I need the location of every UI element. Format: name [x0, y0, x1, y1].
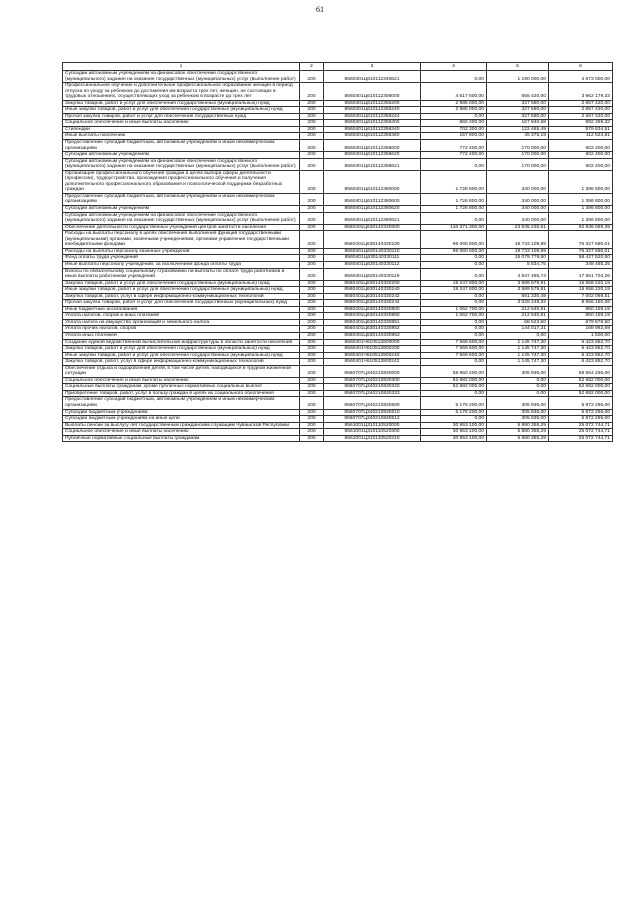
page-number: 61: [316, 5, 324, 14]
line-code-cell: 200: [300, 390, 324, 397]
unexecuted-amount-cell: 6 423 852,70: [549, 352, 613, 359]
budget-class-code-cell: 8560401Ц610112380000: [324, 170, 421, 193]
unexecuted-amount-cell: 92 836 069,39: [549, 224, 613, 231]
budget-class-code-cell: 8560401Ц610112356240: [324, 107, 421, 114]
indicator-name-cell: Иные выплаты населению: [63, 133, 300, 140]
line-code-cell: 200: [300, 170, 324, 193]
executed-amount-cell: 340 000,00: [487, 206, 549, 213]
unexecuted-amount-cell: 25 072 744,71: [549, 429, 613, 436]
table-row: [63, 170, 613, 193]
line-code-cell: 200: [300, 435, 324, 442]
indicator-name-cell: Социальное обеспечение и иные выплаты населению: [63, 429, 300, 436]
table-row: [63, 212, 613, 224]
approved-amount-cell: 0,00: [421, 326, 487, 333]
executed-amount-cell: 1 145 747,30: [487, 346, 549, 353]
budget-class-code-cell: 8560401Ц610112356300: [324, 120, 421, 127]
unexecuted-amount-cell: 5 872 265,00: [549, 416, 613, 423]
budget-class-code-cell: 8560401Ц610112356000: [324, 83, 421, 101]
executed-amount-cell: 1 145 747,30: [487, 352, 549, 359]
unexecuted-amount-cell: 2 657 420,00: [549, 107, 613, 114]
approved-amount-cell: 19 247 800,00: [421, 287, 487, 294]
executed-amount-cell: 45 375,19: [487, 133, 549, 140]
line-code-cell: 200: [300, 287, 324, 294]
budget-execution-table: [62, 62, 613, 442]
approved-amount-cell: 52 682 000,00: [421, 377, 487, 384]
executed-amount-cell: 5 834,75: [487, 261, 549, 268]
budget-class-code-cell: 8560401Ц610112356620: [324, 152, 421, 159]
line-code-cell: 200: [300, 306, 324, 313]
line-code-cell: 200: [300, 71, 324, 83]
budget-class-code-cell: 8560707Ц340210830600: [324, 397, 421, 409]
unexecuted-amount-cell: 76 327 690,01: [549, 231, 613, 249]
approved-amount-cell: 1 062 700,00: [421, 306, 487, 313]
budget-class-code-cell: 8560401Ц610112380621: [324, 212, 421, 224]
line-code-cell: 200: [300, 300, 324, 307]
indicator-name-cell: Социальные выплаты гражданам, кроме публичных нормативных социальных выплат: [63, 384, 300, 391]
indicator-name-cell: Стипендии: [63, 126, 300, 133]
line-code-cell: 200: [300, 429, 324, 436]
budget-class-code-cell: 8560401Ц630140330110: [324, 248, 421, 255]
line-code-cell: 200: [300, 212, 324, 224]
approved-amount-cell: 52 682 000,00: [421, 384, 487, 391]
indicator-name-cell: Иные закупки товаров, работ и услуг для обеспечения государственных (муниципальных) нужд: [63, 287, 300, 294]
unexecuted-amount-cell: 6 423 852,70: [549, 346, 613, 353]
indicator-name-cell: Субсидии автономным учреждениям: [63, 152, 300, 159]
executed-amount-cell: 5 880 355,29: [487, 435, 549, 442]
table-row: [63, 140, 613, 152]
executed-amount-cell: 327 580,00: [487, 100, 549, 107]
executed-amount-cell: 5 880 355,29: [487, 422, 549, 429]
table-body: [63, 71, 613, 442]
unexecuted-amount-cell: 58 427 520,50: [549, 255, 613, 262]
executed-amount-cell: 15 079 779,50: [487, 255, 549, 262]
approved-amount-cell: 0,00: [421, 390, 487, 397]
executed-amount-cell: 170 000,00: [487, 152, 549, 159]
approved-amount-cell: 2 985 000,00: [421, 100, 487, 107]
executed-amount-cell: 122 465,49: [487, 126, 549, 133]
indicator-name-cell: Социальное обеспечение и иные выплаты населению: [63, 120, 300, 127]
line-code-cell: 200: [300, 193, 324, 205]
indicator-name-cell: Иные выплаты персоналу учреждений, за исключением фонда оплаты труда: [63, 261, 300, 268]
approved-amount-cell: 0,00: [421, 261, 487, 268]
line-code-cell: 200: [300, 326, 324, 333]
indicator-name-cell: Закупка товаров, работ, услуг в сфере информационно-коммуникационных технологий: [63, 293, 300, 300]
table-row: [63, 397, 613, 409]
budget-class-code-cell: 8560401Ц630140330851: [324, 319, 421, 326]
budget-class-code-cell: 8560401Ц630140330112: [324, 261, 421, 268]
indicator-name-cell: Прочая закупка товаров, работ и услуг для обеспечения государственных (муниципальных) нужд: [63, 300, 300, 307]
executed-amount-cell: 1 145 747,30: [487, 339, 549, 346]
indicator-name-cell: Иные бюджетные ассигнования: [63, 306, 300, 313]
unexecuted-amount-cell: 6 423 852,70: [549, 359, 613, 366]
indicator-name-cell: Субсидии автономным учреждениям: [63, 206, 300, 213]
unexecuted-amount-cell: 850 159,19: [549, 313, 613, 320]
line-code-cell: 200: [300, 268, 324, 280]
table-row: [63, 435, 613, 442]
executed-amount-cell: 144 017,31: [487, 326, 549, 333]
unexecuted-amount-cell: 8 656 150,68: [549, 300, 613, 307]
budget-class-code-cell: 8560401Ц630140330242: [324, 293, 421, 300]
unexecuted-amount-cell: 602 400,00: [549, 140, 613, 152]
unexecuted-amount-cell: 1 386 800,00: [549, 170, 613, 193]
executed-amount-cell: 305 935,00: [487, 409, 549, 416]
indicator-name-cell: Обеспечение деятельности государственных учреждений центров занятости населения: [63, 224, 300, 231]
line-code-cell: 200: [300, 377, 324, 384]
unexecuted-amount-cell: 25 072 744,71: [549, 435, 613, 442]
executed-amount-cell: 0,00: [487, 377, 549, 384]
approved-amount-cell: 4 617 600,00: [421, 83, 487, 101]
unexecuted-amount-cell: 602 400,00: [549, 152, 613, 159]
approved-amount-cell: 0,00: [421, 319, 487, 326]
unexecuted-amount-cell: 579 834,51: [549, 126, 613, 133]
unexecuted-amount-cell: 5 872 265,00: [549, 409, 613, 416]
budget-class-code-cell: 8560401Ц630140330000: [324, 224, 421, 231]
unexecuted-amount-cell: 850 159,19: [549, 306, 613, 313]
budget-class-code-cell: 8561001Ц310110520000: [324, 422, 421, 429]
table-row: [63, 83, 613, 101]
unexecuted-amount-cell: 1 386 800,00: [549, 193, 613, 205]
unexecuted-amount-cell: 1 500,00: [549, 332, 613, 339]
budget-class-code-cell: 8560707Ц340210830300: [324, 377, 421, 384]
approved-amount-cell: 0,00: [421, 293, 487, 300]
budget-class-code-cell: 8560401Ч610513900242: [324, 359, 421, 366]
indicator-name-cell: Уплата налогов, сборов и иных платежей: [63, 313, 300, 320]
executed-amount-cell: 1 190 000,00: [487, 71, 549, 83]
line-code-cell: 200: [300, 416, 324, 423]
indicator-name-cell: Приобретение товаров, работ, услуг в пользу граждан в целях их социального обеспечения: [63, 390, 300, 397]
executed-amount-cell: 3 028 249,32: [487, 300, 549, 307]
approved-amount-cell: 0,00: [421, 268, 487, 280]
executed-amount-cell: 0,00: [487, 332, 549, 339]
line-code-cell: 200: [300, 409, 324, 416]
unexecuted-amount-cell: 679 676,50: [549, 319, 613, 326]
unexecuted-amount-cell: 2 657 420,00: [549, 113, 613, 120]
approved-amount-cell: 0,00: [421, 359, 487, 366]
indicator-name-cell: Субсидии бюджетным учреждениям: [63, 409, 300, 416]
approved-amount-cell: 7 569 600,00: [421, 339, 487, 346]
indicator-name-cell: Публичные нормативные социальные выплаты гражданам: [63, 435, 300, 442]
budget-class-code-cell: 8560401Ц630140330853: [324, 332, 421, 339]
unexecuted-amount-cell: 7 002 069,51: [549, 293, 613, 300]
approved-amount-cell: 2 985 000,00: [421, 107, 487, 114]
approved-amount-cell: 96 060 800,00: [421, 231, 487, 249]
approved-amount-cell: 157 900,00: [421, 133, 487, 140]
budget-class-code-cell: 8560401Ц630140330100: [324, 231, 421, 249]
approved-amount-cell: 0,00: [421, 71, 487, 83]
indicator-name-cell: Закупка товаров, работ и услуг для обеспечения государственных (муниципальных) нужд: [63, 100, 300, 107]
executed-amount-cell: 305 935,00: [487, 397, 549, 409]
budget-class-code-cell: 8560707Ц340210830320: [324, 384, 421, 391]
indicator-name-cell: Обеспечение отдыха и оздоровления детей, в том числе детей, находящихся в трудной жизненной ситуации: [63, 365, 300, 377]
indicator-name-cell: Субсидии бюджетным учреждениям на иные цели: [63, 416, 300, 423]
budget-class-code-cell: 8560401Ч610513900240: [324, 352, 421, 359]
budget-class-code-cell: 8560401Ц630140330200: [324, 280, 421, 287]
budget-class-code-cell: 8560401Ц610112356600: [324, 140, 421, 152]
executed-amount-cell: 340 000,00: [487, 193, 549, 205]
executed-amount-cell: 305 935,00: [487, 416, 549, 423]
line-code-cell: 200: [300, 231, 324, 249]
indicator-name-cell: Субсидии автономным учреждениям на финансовое обеспечение государственного (муниципального) задания на оказание государственных (муниципальных) услуг (выполнение работ): [63, 71, 300, 83]
indicator-name-cell: Уплата налога на имущество организаций и земельного налога: [63, 319, 300, 326]
line-code-cell: 200: [300, 261, 324, 268]
indicator-name-cell: Предоставление субсидий бюджетным, автономным учреждениям и иным некоммерческим организациям: [63, 397, 300, 409]
line-code-cell: 200: [300, 319, 324, 326]
line-code-cell: 200: [300, 126, 324, 133]
budget-class-code-cell: 8560401Ц610112356360: [324, 133, 421, 140]
indicator-name-cell: Организация профессионального обучения граждан в целях выбора сферы деятельности (профессии), трудоустройства, прохождения профессионального обучения и получения дополнительного профессионального образования и психологической поддержки безработных граждан: [63, 170, 300, 193]
line-code-cell: 200: [300, 83, 324, 101]
budget-class-code-cell: 8560401Ц630140330850: [324, 313, 421, 320]
line-code-cell: 200: [300, 352, 324, 359]
approved-amount-cell: 6 178 200,00: [421, 409, 487, 416]
unexecuted-amount-cell: 52 682 000,00: [549, 390, 613, 397]
approved-amount-cell: 30 953 100,00: [421, 422, 487, 429]
executed-amount-cell: 68 523,50: [487, 319, 549, 326]
table-row: [63, 193, 613, 205]
unexecuted-amount-cell: 17 551 704,26: [549, 268, 613, 280]
unexecuted-amount-cell: 15 658 220,19: [549, 280, 613, 287]
line-code-cell: 200: [300, 365, 324, 377]
approved-amount-cell: 116 371 300,00: [421, 224, 487, 231]
line-code-cell: 200: [300, 120, 324, 127]
unexecuted-amount-cell: 3 962 179,32: [549, 83, 613, 101]
indicator-name-cell: Иные закупки товаров, работ и услуг для обеспечения государственных (муниципальных) нужд: [63, 352, 300, 359]
table-row: [63, 71, 613, 83]
indicator-name-cell: Субсидии автономным учреждениям на финансовое обеспечение государственного (муниципального) задания на оказание государственных (муниципальных) услуг (выполнение работ): [63, 158, 300, 170]
table-row: [63, 268, 613, 280]
approved-amount-cell: 702 300,00: [421, 126, 487, 133]
executed-amount-cell: 327 580,00: [487, 113, 549, 120]
line-code-cell: 200: [300, 255, 324, 262]
executed-amount-cell: 305 935,00: [487, 365, 549, 377]
executed-amount-cell: 5 880 355,29: [487, 429, 549, 436]
budget-class-code-cell: 8560401Ч610513900200: [324, 346, 421, 353]
executed-amount-cell: 167 840,68: [487, 120, 549, 127]
indicator-name-cell: Предоставление субсидий бюджетным, автономным учреждениям и иным некоммерческим организациям: [63, 193, 300, 205]
executed-amount-cell: 4 647 495,74: [487, 268, 549, 280]
approved-amount-cell: 0,00: [421, 332, 487, 339]
line-code-cell: 200: [300, 206, 324, 213]
column-header: 5: [487, 63, 549, 71]
executed-amount-cell: 340 000,00: [487, 212, 549, 224]
budget-class-code-cell: 8560401Ц630140330240: [324, 287, 421, 294]
line-code-cell: 200: [300, 346, 324, 353]
executed-amount-cell: 170 000,00: [487, 140, 549, 152]
budget-class-code-cell: 8560401Ц610112356200: [324, 100, 421, 107]
line-code-cell: 200: [300, 339, 324, 346]
approved-amount-cell: 1 726 800,00: [421, 193, 487, 205]
line-code-cell: 200: [300, 107, 324, 114]
approved-amount-cell: 96 060 800,00: [421, 248, 487, 255]
unexecuted-amount-cell: 168 982,69: [549, 326, 613, 333]
budget-class-code-cell: 8561001Ц310110520310: [324, 435, 421, 442]
approved-amount-cell: 860 200,00: [421, 120, 487, 127]
unexecuted-amount-cell: 4 673 000,00: [549, 71, 613, 83]
unexecuted-amount-cell: 1 386 800,00: [549, 212, 613, 224]
executed-amount-cell: 0,00: [487, 384, 549, 391]
approved-amount-cell: 19 247 800,00: [421, 280, 487, 287]
budget-class-code-cell: 8560401Ц630140330119: [324, 268, 421, 280]
approved-amount-cell: 7 569 600,00: [421, 352, 487, 359]
table-row: [63, 231, 613, 249]
budget-class-code-cell: 8560707Ц340210830612: [324, 416, 421, 423]
budget-class-code-cell: 8560707Ц340210830610: [324, 409, 421, 416]
unexecuted-amount-cell: 112 524,81: [549, 133, 613, 140]
line-code-cell: 200: [300, 384, 324, 391]
indicator-name-cell: Уплата прочих налогов, сборов: [63, 326, 300, 333]
line-code-cell: 200: [300, 313, 324, 320]
approved-amount-cell: 0,00: [421, 255, 487, 262]
indicator-name-cell: Расходы на выплаты персоналу в целях обеспечения выполнения функций государственными (муниципальными) органами, казенными учреждениями, органами управления государственными внебюджетными фондами: [63, 231, 300, 249]
unexecuted-amount-cell: 1 386 800,00: [549, 206, 613, 213]
indicator-name-cell: Фонд оплаты труда учреждений: [63, 255, 300, 262]
approved-amount-cell: 0,00: [421, 158, 487, 170]
budget-class-code-cell: 8561001Ц310110520300: [324, 429, 421, 436]
budget-class-code-cell: 8560707Ц340210830323: [324, 390, 421, 397]
unexecuted-amount-cell: 5 872 265,00: [549, 397, 613, 409]
approved-amount-cell: 0,00: [421, 212, 487, 224]
indicator-name-cell: Расходы на выплаты персоналу казенных учреждений: [63, 248, 300, 255]
indicator-name-cell: Уплата иных платежей: [63, 332, 300, 339]
budget-class-code-cell: 8560401Ц630140330244: [324, 300, 421, 307]
line-code-cell: 200: [300, 280, 324, 287]
budget-class-code-cell: 8560401Ц630140330800: [324, 306, 421, 313]
unexecuted-amount-cell: 52 682 000,00: [549, 384, 613, 391]
indicator-name-cell: Социальное обеспечение и иные выплаты населению: [63, 377, 300, 384]
approved-amount-cell: 30 953 100,00: [421, 429, 487, 436]
approved-amount-cell: 772 400,00: [421, 140, 487, 152]
table-row: [63, 365, 613, 377]
indicator-name-cell: Закупка товаров, работ и услуг для обеспечения государственных (муниципальных) нужд: [63, 280, 300, 287]
approved-amount-cell: 1 726 800,00: [421, 206, 487, 213]
indicator-name-cell: Выплаты пенсии за выслугу лет государственным гражданским служащим Чувашской Республики: [63, 422, 300, 429]
executed-amount-cell: 3 589 579,81: [487, 287, 549, 294]
indicator-name-cell: Профессиональное обучение и дополнительное профессиональное образование женщин в период отпуска по уходу за ребенком до достижения им возраста трех лет, женщин, не состоящих в трудовых отношениях, осуществляющих уход за ребенком в возрасте до трех лет: [63, 83, 300, 101]
executed-amount-cell: 327 580,00: [487, 107, 549, 114]
unexecuted-amount-cell: 348 465,25: [549, 261, 613, 268]
indicator-name-cell: Предоставление субсидий бюджетным, автономным учреждениям и иным некоммерческим организациям: [63, 140, 300, 152]
unexecuted-amount-cell: 52 682 000,00: [549, 377, 613, 384]
indicator-name-cell: Субсидии автономным учреждениям на финансовое обеспечение государственного (муниципального) задания на оказание государственных (муниципальных) услуг (выполнение работ): [63, 212, 300, 224]
unexecuted-amount-cell: 6 423 852,70: [549, 339, 613, 346]
unexecuted-amount-cell: 692 359,32: [549, 120, 613, 127]
approved-amount-cell: 30 953 100,00: [421, 435, 487, 442]
line-code-cell: 200: [300, 140, 324, 152]
budget-class-code-cell: 8560401Ц6101123406​21: [324, 71, 421, 83]
line-code-cell: 200: [300, 133, 324, 140]
indicator-name-cell: Прочая закупка товаров, работ и услуг для обеспечения государственных нужд: [63, 113, 300, 120]
budget-class-code-cell: 8560401Ц610112356621: [324, 158, 421, 170]
unexecuted-amount-cell: 602 400,00: [549, 158, 613, 170]
executed-amount-cell: 1 145 747,30: [487, 359, 549, 366]
executed-amount-cell: 340 000,00: [487, 170, 549, 193]
line-code-cell: 200: [300, 158, 324, 170]
unexecuted-amount-cell: 15 658 220,19: [549, 287, 613, 294]
executed-amount-cell: 561 330,49: [487, 293, 549, 300]
table-row: [63, 158, 613, 170]
column-header: 2: [300, 63, 324, 71]
indicator-name-cell: Закупка товаров, работ и услуг для обеспечения государственных (муниципальных) нужд: [63, 346, 300, 353]
column-header: 1: [63, 63, 300, 71]
indicator-name-cell: Закупка товаров, работ, услуг в сфере информационно-коммуникационных технологий: [63, 359, 300, 366]
indicator-name-cell: Взносы по обязательному социальному страхованию на выплаты по оплате труда работников и иные выплаты работникам учреждений: [63, 268, 300, 280]
approved-amount-cell: 0,00: [421, 113, 487, 120]
line-code-cell: 200: [300, 422, 324, 429]
line-code-cell: 200: [300, 224, 324, 231]
approved-amount-cell: 772 400,00: [421, 152, 487, 159]
budget-class-code-cell: 8560401Ц610112356340: [324, 126, 421, 133]
executed-amount-cell: 170 000,00: [487, 158, 549, 170]
line-code-cell: 200: [300, 293, 324, 300]
line-code-cell: 200: [300, 113, 324, 120]
unexecuted-amount-cell: 58 554 265,00: [549, 365, 613, 377]
executed-amount-cell: 3 589 579,81: [487, 280, 549, 287]
unexecuted-amount-cell: 76 327 690,01: [549, 248, 613, 255]
budget-class-code-cell: 8560401Ц610112356244: [324, 113, 421, 120]
budget-class-code-cell: 8560401Ц610112380620: [324, 206, 421, 213]
executed-amount-cell: 655 420,00: [487, 83, 549, 101]
line-code-cell: 200: [300, 100, 324, 107]
executed-amount-cell: 23 535 230,61: [487, 224, 549, 231]
budget-class-code-cell: 8560401Ц630140330852: [324, 326, 421, 333]
line-code-cell: 200: [300, 152, 324, 159]
executed-amount-cell: 212 540,81: [487, 313, 549, 320]
budget-class-code-cell: 8560401Ц610112380600: [324, 193, 421, 205]
unexecuted-amount-cell: 25 072 744,71: [549, 422, 613, 429]
approved-amount-cell: 7 569 600,00: [421, 346, 487, 353]
approved-amount-cell: 58 860 200,00: [421, 365, 487, 377]
approved-amount-cell: 6 178 200,00: [421, 397, 487, 409]
approved-amount-cell: 0,00: [421, 300, 487, 307]
line-code-cell: 200: [300, 397, 324, 409]
indicator-name-cell: Создание единой ведомственной вычислительной инфраструктуры в области занятости населения: [63, 339, 300, 346]
column-header: 6: [549, 63, 613, 71]
executed-amount-cell: 19 733 109,99: [487, 231, 549, 249]
line-code-cell: 200: [300, 248, 324, 255]
executed-amount-cell: 19 733 109,99: [487, 248, 549, 255]
indicator-name-cell: Иные закупки товаров, работ и услуг для обеспечения государственных (муниципальных) нужд: [63, 107, 300, 114]
line-code-cell: 200: [300, 332, 324, 339]
unexecuted-amount-cell: 2 657 420,00: [549, 100, 613, 107]
table-header-row: [63, 63, 613, 71]
budget-class-code-cell: 8560707Ц340210830000: [324, 365, 421, 377]
budget-class-code-cell: 8560401Ч610513900000: [324, 339, 421, 346]
executed-amount-cell: 0,00: [487, 390, 549, 397]
approved-amount-cell: 1 726 800,00: [421, 170, 487, 193]
column-header: 4: [421, 63, 487, 71]
line-code-cell: 200: [300, 359, 324, 366]
approved-amount-cell: 1 062 700,00: [421, 313, 487, 320]
budget-class-code-cell: 8560401Ц630140330111: [324, 255, 421, 262]
executed-amount-cell: 212 540,81: [487, 306, 549, 313]
approved-amount-cell: 0,00: [421, 416, 487, 423]
column-header: 3: [324, 63, 421, 71]
